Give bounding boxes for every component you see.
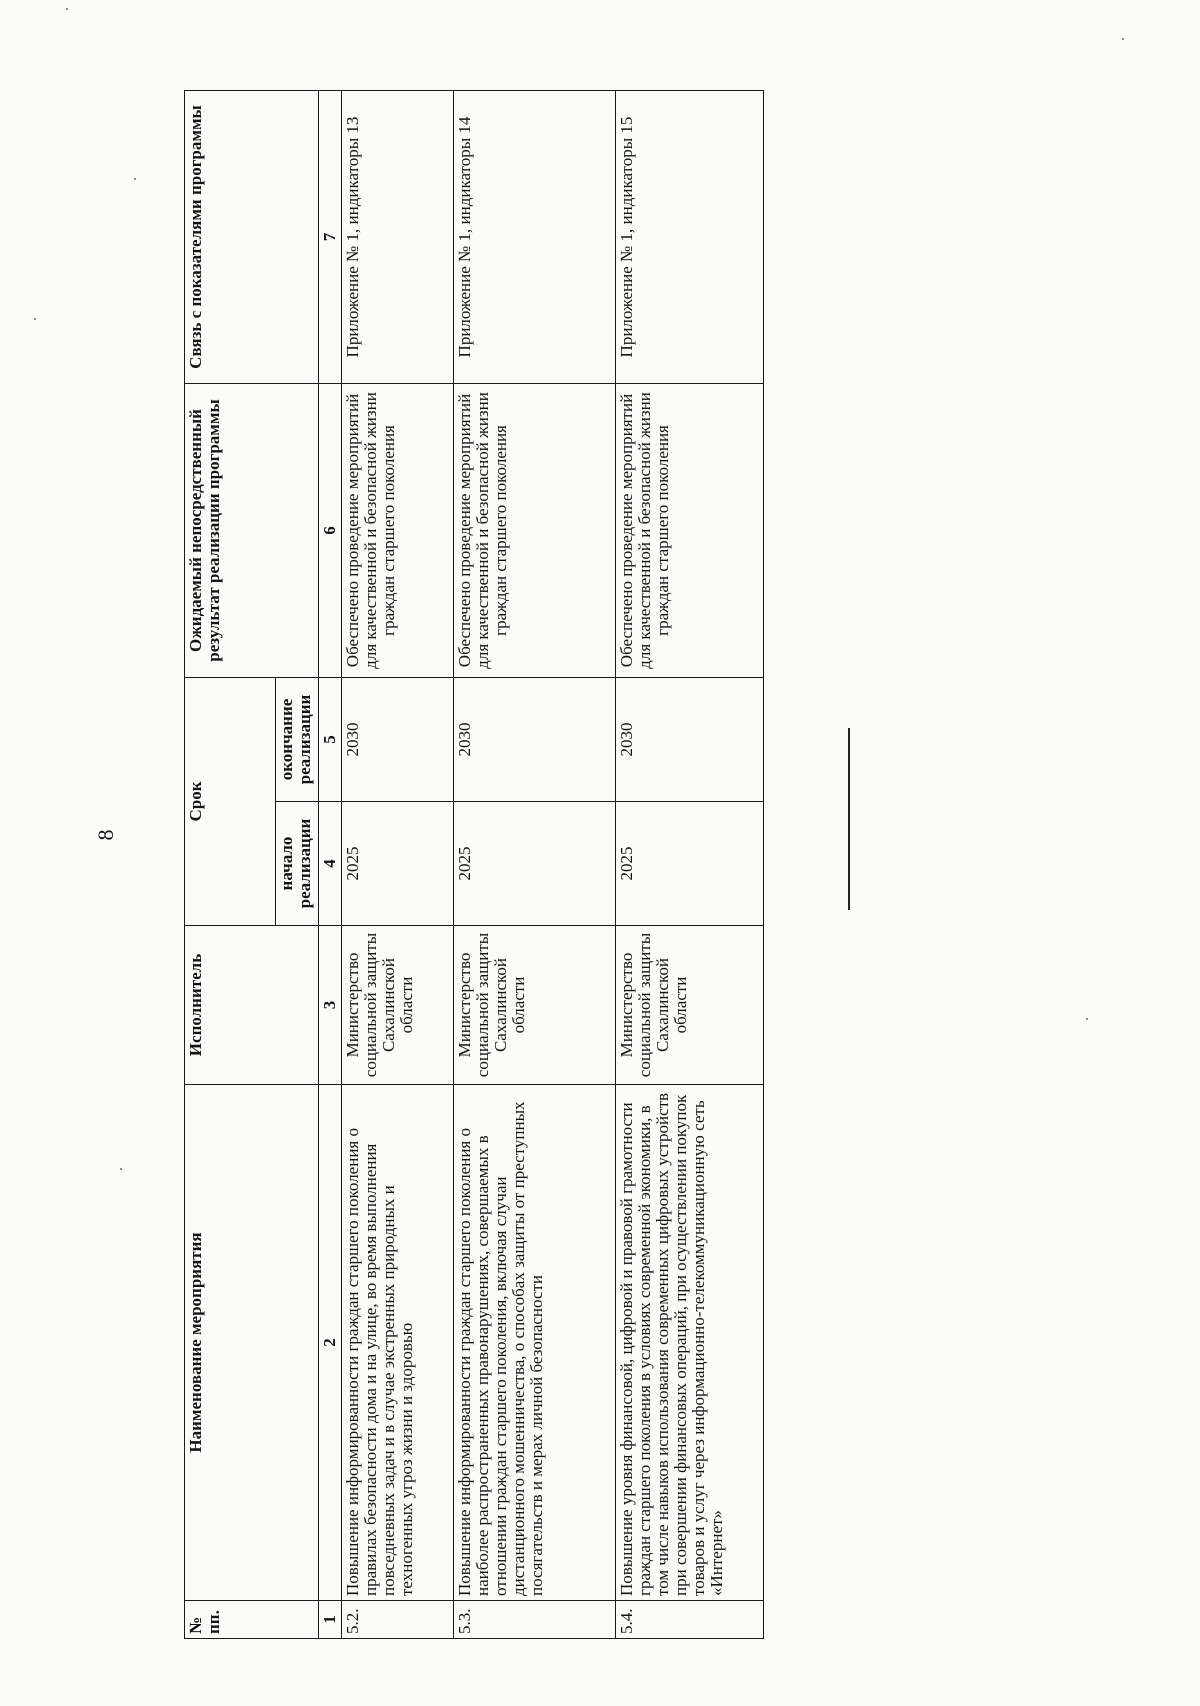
table-row <box>454 91 616 1639</box>
header-start: начало реализации <box>276 802 319 926</box>
events-table <box>184 90 764 1639</box>
row-start: 2025 <box>342 802 454 926</box>
row-name: Повышение уровня финансовой, цифровой и правовой грамотности граждан старшего поколения в условиях современной экономики, в том числе навыков использования современных цифровых устройств при совершении финансовых операций, при осуществлении покупок товаров и услуг через информационно-телекоммуникационную сеть «Интернет» <box>616 1085 764 1601</box>
row-link: Приложение № 1, индикаторы 14 <box>454 91 616 384</box>
table-row <box>342 91 454 1639</box>
header-result: Ожидаемый непосредственный результат реализации программы <box>185 384 319 678</box>
row-end: 2030 <box>342 678 454 802</box>
scan-speck <box>1086 1018 1088 1020</box>
header-link: Связь с показателями программы <box>185 91 319 384</box>
row-name: Повышение информированности граждан старшего поколения о правилах безопасности дома и на улице, во время выполнения повседневных задач и в случае экстренных природных и техногенных угроз жизни и здоровью <box>342 1085 454 1601</box>
header-term: Срок <box>185 678 276 926</box>
row-executor: Министерство социальной защиты Сахалинской области <box>342 926 454 1085</box>
scan-speck <box>34 318 36 320</box>
row-result: Обеспечено проведение мероприятий для качественной и безопасной жизни граждан старшего поколения <box>454 384 616 678</box>
col-number: 2 <box>319 1085 342 1601</box>
header-num: № пп. <box>185 1601 319 1639</box>
row-executor: Министерство социальной защиты Сахалинской области <box>454 926 616 1085</box>
row-start: 2025 <box>454 802 616 926</box>
header-name: Наименование мероприятия <box>185 1085 319 1601</box>
rotated-table-container <box>184 91 747 1639</box>
col-number: 5 <box>319 678 342 802</box>
row-end: 2030 <box>454 678 616 802</box>
header-executor: Исполнитель <box>185 926 319 1085</box>
row-start: 2025 <box>616 802 764 926</box>
col-number: 6 <box>319 384 342 678</box>
end-of-document-rule <box>848 728 850 910</box>
col-number: 7 <box>319 91 342 384</box>
row-num: 5.4. <box>616 1601 764 1639</box>
row-link: Приложение № 1, индикаторы 13 <box>342 91 454 384</box>
row-end: 2030 <box>616 678 764 802</box>
table-row <box>616 91 764 1639</box>
scan-speck <box>120 1168 122 1170</box>
row-result: Обеспечено проведение мероприятий для качественной и безопасной жизни граждан старшего поколения <box>342 384 454 678</box>
col-number: 4 <box>319 802 342 926</box>
col-number: 3 <box>319 926 342 1085</box>
scan-speck <box>66 8 68 10</box>
row-name: Повышение информированности граждан старшего поколения о наиболее распространенных правонарушениях, совершаемых в отношении граждан старшего поколения, включая случаи дистанционного мошенничества, о способах защиты от преступных посягательств и мерах личной безопасности <box>454 1085 616 1601</box>
row-result: Обеспечено проведение мероприятий для качественной и безопасной жизни граждан старшего поколения <box>616 384 764 678</box>
col-number: 1 <box>319 1601 342 1639</box>
row-executor: Министерство социальной защиты Сахалинской области <box>616 926 764 1085</box>
scan-speck <box>1122 38 1124 40</box>
scan-speck <box>134 178 136 180</box>
row-num: 5.2. <box>342 1601 454 1639</box>
page-number: 8 <box>93 829 118 841</box>
header-end: окончание реализации <box>276 678 319 802</box>
row-num: 5.3. <box>454 1601 616 1639</box>
row-link: Приложение № 1, индикаторы 15 <box>616 91 764 384</box>
